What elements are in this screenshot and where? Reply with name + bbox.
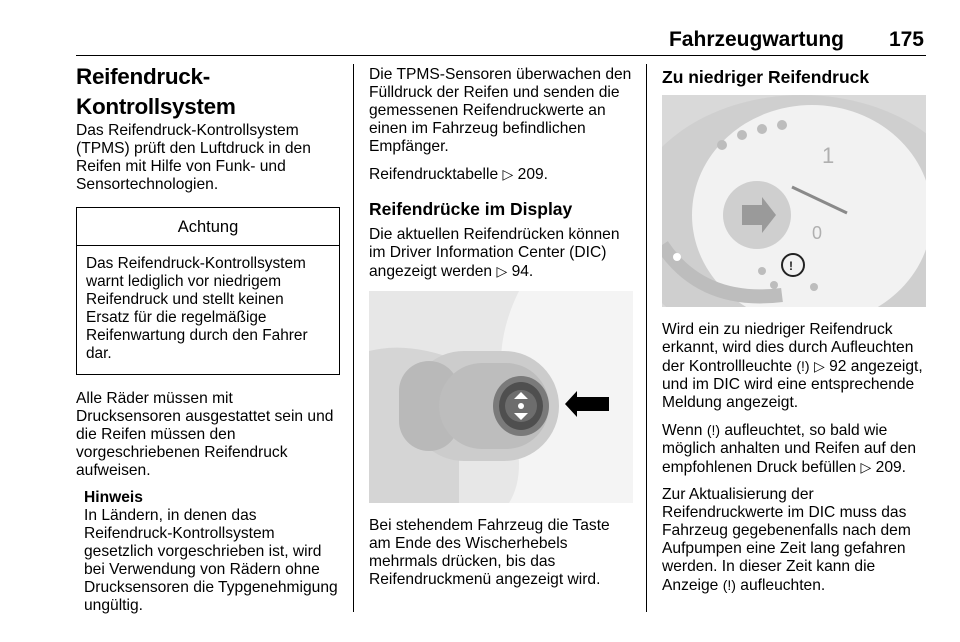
wiper-lever-figure xyxy=(369,291,633,503)
column-3 xyxy=(662,66,926,604)
intro-paragraph: Das Reifendruck-Kontrollsystem (TPMS) prüft den Luftdruck in den Reifen mit Hilfe von Funk- und Sensortechnologien. xyxy=(76,122,311,193)
low-pressure-paragraph: Wird ein zu niedriger Reifendruck erkannt, wird dies durch Aufleuchten der Kontrollleuchte (!) ▷ 92 angezeigt, und im DIC wird eine entsprechende Meldung angezeigt. xyxy=(662,321,923,411)
display-paragraph xyxy=(369,226,633,281)
update-values-paragraph: Zur Aktualisierung der Reifendruckwerte im DIC muss das Fahrzeug gegebenenfalls nach dem Aufpumpen eine Zeit lang gefahren werden. In dieser Zeit kann die Anzeige (!) aufleuchten. xyxy=(662,486,911,594)
page-reference-icon: ▷ xyxy=(813,358,825,374)
warning-title: Achtung xyxy=(77,208,339,246)
note-block xyxy=(76,489,340,615)
page-number: 175 xyxy=(888,28,924,51)
reference-page[interactable]: 209. xyxy=(875,459,907,476)
svg-text:!: ! xyxy=(789,259,793,273)
dashboard-illustration xyxy=(662,95,926,307)
wiper-lever-illustration xyxy=(369,291,633,503)
wiper-button-paragraph: Bei stehendem Fahrzeug die Taste am Ende des Wischerhebels mehrmals drücken, bis das Reifendruckmenü angezeigt wird. xyxy=(369,517,610,588)
section-heading: Reifendruck-Kontrollsystem xyxy=(76,64,236,119)
tire-pressure-warning-icon: (!) xyxy=(796,358,810,374)
dashboard-figure xyxy=(662,95,926,307)
column-divider xyxy=(353,64,354,612)
note-title: Hinweis xyxy=(84,489,143,506)
reference-page[interactable]: 94. xyxy=(511,263,534,280)
reference-text: Reifendrucktabelle xyxy=(369,166,499,183)
header-rule xyxy=(76,55,926,56)
subsection-heading: Reifendrücke im Display xyxy=(369,199,573,219)
tpms-sensor-paragraph: Die TPMS-Sensoren überwachen den Fülldruck der Reifen und senden die gemessenen Reifendruckwerte an einen im Fahrzeug befindlichen Empfänger. xyxy=(369,66,632,155)
gauge-zero-label: 0 xyxy=(812,223,823,243)
page-reference-icon: ▷ xyxy=(502,166,514,182)
warning-box xyxy=(76,207,340,375)
display-text: Die aktuellen Reifendrücken können im Driver Information Center (DIC) angezeigt werden xyxy=(369,226,620,280)
note-text: In Ländern, in denen das Reifendruck-Kontrollsystem gesetzlich vorgeschrieben ist, wird bei Verwendung von Rädern ohne Drucksensoren die Typgenehmigung ungültig. xyxy=(84,507,338,614)
column-divider xyxy=(646,64,647,612)
page-reference-icon: ▷ xyxy=(496,263,508,279)
reference-page[interactable]: 92 xyxy=(829,358,847,375)
tire-pressure-warning-icon: (!) xyxy=(722,577,736,593)
column-1 xyxy=(76,62,340,624)
column-2 xyxy=(369,66,633,598)
tire-table-reference[interactable] xyxy=(369,165,633,184)
warning-text: Das Reifendruck-Kontrollsystem warnt lediglich vor niedrigem Reifendruck und stellt keinen Ersatz für die regelmäßige Reifenwartung durch den Fahrer dar. xyxy=(86,255,308,362)
header-title: Fahrzeugwartung xyxy=(668,28,844,51)
sensor-paragraph: Alle Räder müssen mit Drucksensoren ausgestattet sein und die Reifen müssen den vorgeschriebenen Reifendruck aufweisen. xyxy=(76,390,334,479)
reference-page: 209. xyxy=(517,166,548,183)
stop-and-inflate-paragraph: Wenn (!) aufleuchtet, so bald wie möglich anhalten und Reifen auf den empfohlenen Druck befüllen ▷ 209. xyxy=(662,422,917,476)
page-reference-icon: ▷ xyxy=(860,459,872,475)
subsection-heading: Zu niedriger Reifendruck xyxy=(662,67,870,87)
tire-pressure-warning-icon: (!) xyxy=(706,422,721,438)
gauge-tick-label: 1 xyxy=(822,143,835,168)
